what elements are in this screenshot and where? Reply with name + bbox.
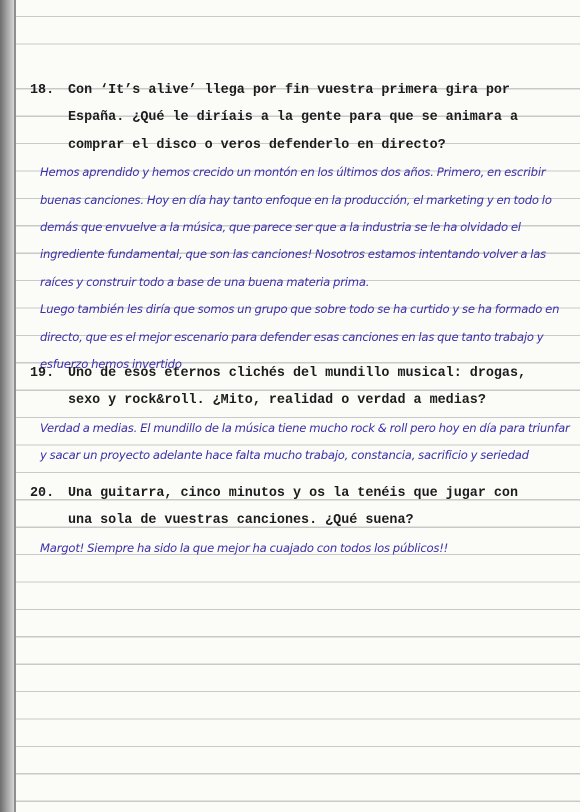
question-text — [30, 480, 576, 535]
question-line: Con ‘It’s alive’ llega por fin vuestra primera gira por — [68, 83, 510, 98]
answer-paragraph: Luego también les diría que somos un grupo que sobre todo se ha curtido y se ha formado en directo, que es el mejor escenario para defender esas canciones en las que tanto trabajo y esfuerzo hemos invertido — [40, 302, 560, 372]
question-text — [30, 77, 576, 159]
question-block-19 — [30, 360, 576, 470]
question-line: comprar el disco o veros defenderlo en directo? — [68, 137, 446, 153]
question-text — [30, 360, 576, 415]
handwritten-answer — [30, 535, 576, 562]
page-binding — [0, 0, 14, 812]
answer-paragraph: Margot! Siempre ha sido la que mejor ha cuajado con todos los públicos!! — [40, 540, 449, 555]
question-line: España. ¿Qué le diríais a la gente para que se animara a — [68, 110, 518, 126]
margin-line — [14, 0, 16, 812]
question-number: 20. — [30, 486, 55, 501]
question-number: 19. — [30, 366, 55, 381]
question-line: Una guitarra, cinco minutos y os la tenéis que jugar con — [68, 486, 518, 501]
question-number: 18. — [30, 83, 55, 98]
handwritten-answer — [30, 415, 576, 470]
answer-paragraph: Hemos aprendido y hemos crecido un montón en los últimos dos años. Primero, en escribir buenas canciones. Hoy en día hay tanto enfoque en la producción, el marketing y en todo lo demás que envuelve a la música, que parece ser que a la industria se le ha olvidado el ingrediente fundamental, que son las canciones! Nosotros estamos intentando volver a las raíces y construir todo a base de una buena materia prima. — [40, 165, 552, 289]
question-line: una sola de vuestras canciones. ¿Qué suena? — [68, 513, 414, 529]
question-line: sexo y rock&roll. ¿Mito, realidad o verdad a medias? — [68, 393, 486, 409]
question-line: Uno de esos eternos clichés del mundillo musical: drogas, — [68, 366, 527, 381]
answer-paragraph: Verdad a medias. El mundillo de la música tiene mucho rock & roll pero hoy en día para triunfar y sacar un proyecto adelante hace falta mucho trabajo, constancia, sacrificio y seriedad — [40, 420, 570, 463]
question-block-20 — [30, 480, 576, 562]
handwritten-answer — [30, 159, 576, 378]
question-block-18 — [30, 77, 576, 378]
